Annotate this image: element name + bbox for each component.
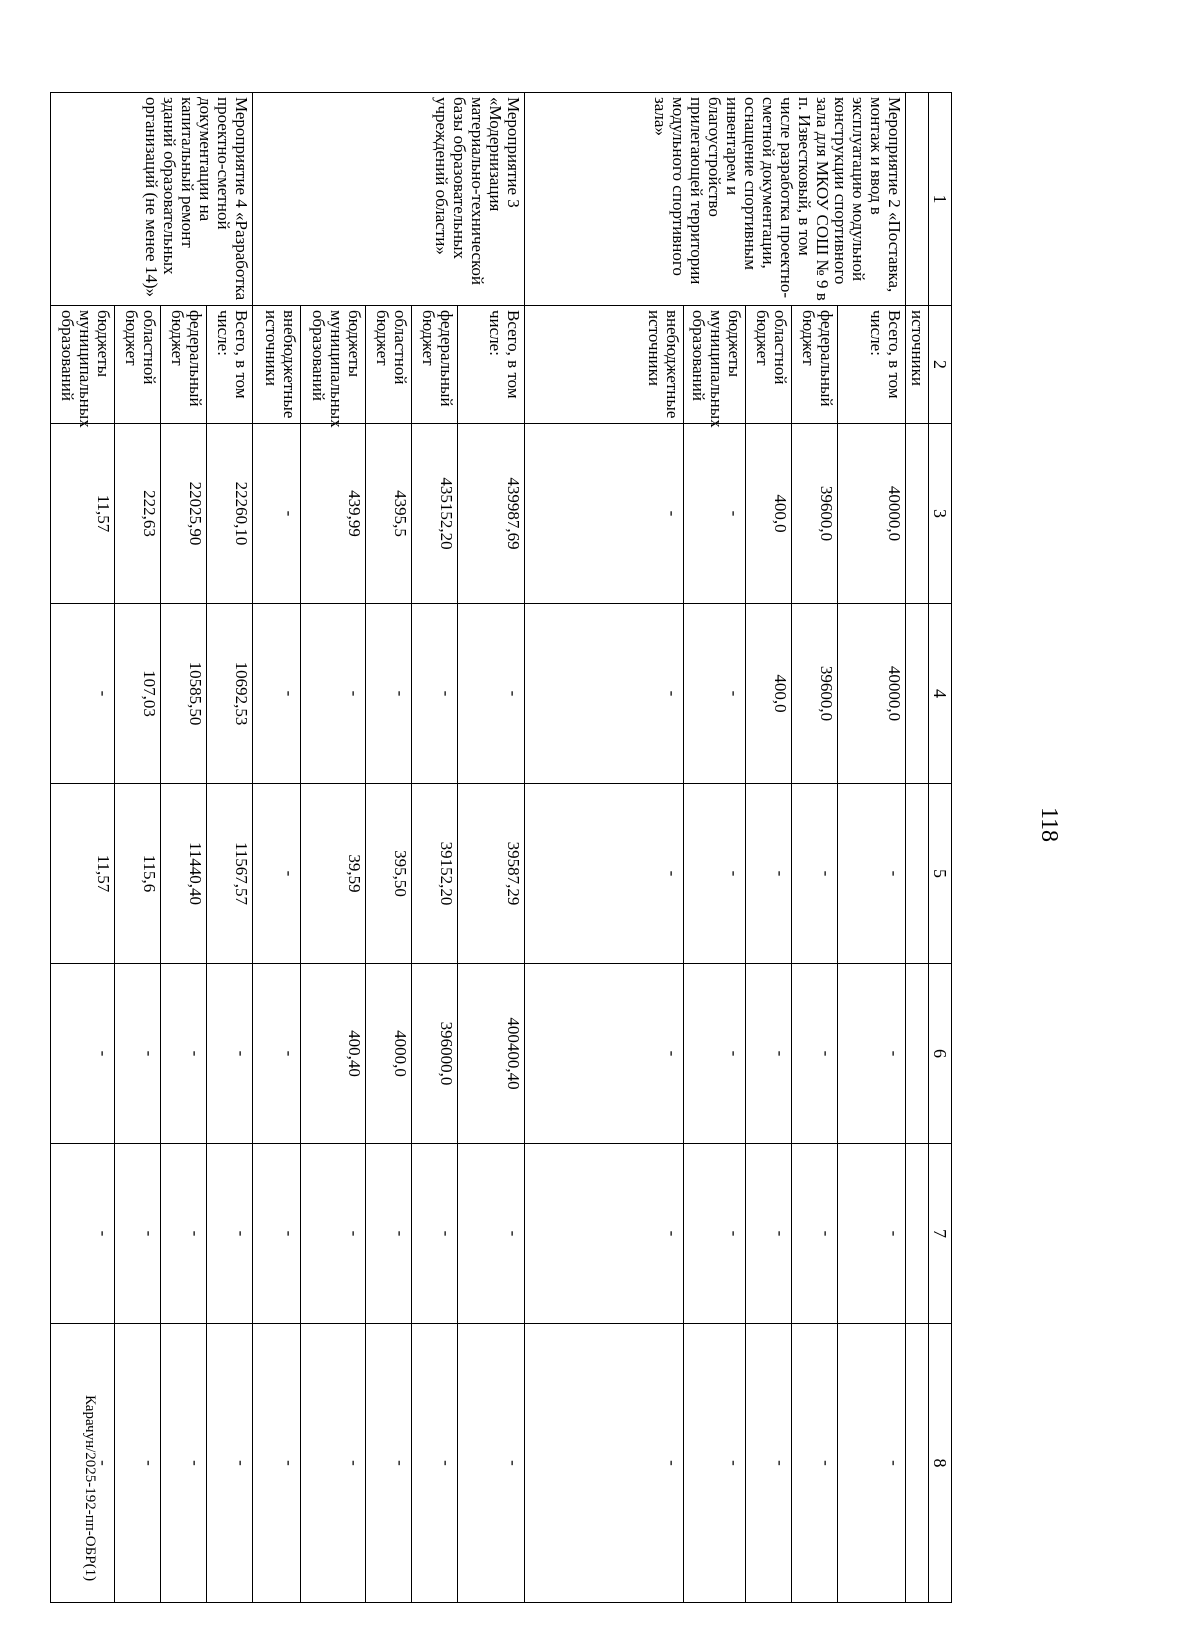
continuation-row: [906, 93, 929, 1603]
table-row: [51, 93, 115, 1603]
amount-cell: -: [746, 784, 792, 964]
column-header-3: 3: [929, 424, 952, 604]
amount-cell: -: [684, 784, 746, 964]
amount-cell: 400,0: [746, 424, 792, 604]
amount-cell: -: [51, 964, 115, 1144]
table-row: [412, 93, 458, 1603]
funding-source: областной бюджет: [746, 306, 792, 424]
amount-cell: -: [746, 1324, 792, 1603]
amount-cell: -: [207, 1144, 253, 1324]
amount-cell: 4395,5: [366, 424, 412, 604]
amount-cell: -: [684, 1144, 746, 1324]
amount-cell: -: [115, 1144, 161, 1324]
amount-cell: 107,03: [115, 604, 161, 784]
amount-cell: -: [366, 1144, 412, 1324]
amount-cell: -: [412, 1324, 458, 1603]
table-row: [366, 93, 412, 1603]
amount-cell: -: [838, 784, 906, 964]
amount-cell: -: [458, 1144, 525, 1324]
column-header-2: 2: [929, 306, 952, 424]
amount-cell: -: [792, 1324, 838, 1603]
amount-cell: 11,57: [51, 424, 115, 604]
continuation-cell: [906, 964, 929, 1144]
amount-cell: -: [301, 604, 366, 784]
amount-cell: 396000,0: [412, 964, 458, 1144]
amount-cell: -: [207, 964, 253, 1144]
table-row: [115, 93, 161, 1603]
table-row: [458, 93, 525, 1603]
amount-cell: 439987,69: [458, 424, 525, 604]
amount-cell: -: [253, 604, 301, 784]
amount-cell: -: [412, 1144, 458, 1324]
amount-cell: -: [458, 604, 525, 784]
amount-cell: -: [525, 1324, 684, 1603]
amount-cell: 435152,20: [412, 424, 458, 604]
amount-cell: -: [253, 964, 301, 1144]
funding-source: Всего, в том числе:: [207, 306, 253, 424]
table-row: [838, 93, 906, 1603]
funding-source: федеральный бюджет: [792, 306, 838, 424]
measure-description: Мероприятие 3 «Модернизация материально-технической базы образовательных учреждений области»: [253, 93, 525, 306]
amount-cell: -: [838, 1144, 906, 1324]
page-number: 118: [1036, 806, 1062, 843]
amount-cell: 11567,57: [207, 784, 253, 964]
table-row: [301, 93, 366, 1603]
amount-cell: -: [51, 604, 115, 784]
funding-source: бюджеты муниципальных образований: [301, 306, 366, 424]
column-header-5: 5: [929, 784, 952, 964]
amount-cell: 439,99: [301, 424, 366, 604]
table-row: [207, 93, 253, 1603]
funding-source: федеральный бюджет: [412, 306, 458, 424]
amount-cell: -: [366, 1324, 412, 1603]
amount-cell: 400,0: [746, 604, 792, 784]
amount-cell: -: [412, 604, 458, 784]
amount-cell: 10692,53: [207, 604, 253, 784]
funding-source: Всего, в том числе:: [458, 306, 525, 424]
amount-cell: 400,40: [301, 964, 366, 1144]
amount-cell: -: [253, 784, 301, 964]
amount-cell: 39,59: [301, 784, 366, 964]
header-row: [929, 93, 952, 1603]
continuation-cell: [906, 784, 929, 964]
amount-cell: 22025,90: [161, 424, 207, 604]
continuation-cell: источники: [906, 306, 929, 424]
amount-cell: -: [458, 1324, 525, 1603]
amount-cell: -: [253, 1324, 301, 1603]
funding-source: Всего, в том числе:: [838, 306, 906, 424]
funding-source: областной бюджет: [366, 306, 412, 424]
table-row: [792, 93, 838, 1603]
amount-cell: 39587,29: [458, 784, 525, 964]
amount-cell: -: [792, 1144, 838, 1324]
column-header-4: 4: [929, 604, 952, 784]
amount-cell: -: [684, 424, 746, 604]
table-row: [746, 93, 792, 1603]
table-row: [525, 93, 684, 1603]
amount-cell: 39600,0: [792, 424, 838, 604]
funding-source: федеральный бюджет: [161, 306, 207, 424]
amount-cell: 395,50: [366, 784, 412, 964]
amount-cell: -: [525, 604, 684, 784]
amount-cell: -: [301, 1144, 366, 1324]
amount-cell: -: [684, 964, 746, 1144]
amount-cell: 4000,0: [366, 964, 412, 1144]
amount-cell: 11440,40: [161, 784, 207, 964]
amount-cell: -: [792, 784, 838, 964]
amount-cell: -: [253, 1144, 301, 1324]
amount-cell: -: [366, 604, 412, 784]
continuation-cell: [906, 424, 929, 604]
amount-cell: 40000,0: [838, 604, 906, 784]
column-header-8: 8: [929, 1324, 952, 1603]
document-code: Карачун/2025-192-пп-ОБР(1): [82, 1395, 98, 1582]
amount-cell: 39152,20: [412, 784, 458, 964]
amount-cell: 115,6: [115, 784, 161, 964]
amount-cell: -: [161, 964, 207, 1144]
table-row: [161, 93, 207, 1603]
amount-cell: -: [161, 1144, 207, 1324]
amount-cell: 222,63: [115, 424, 161, 604]
amount-cell: -: [792, 964, 838, 1144]
funding-source: областной бюджет: [115, 306, 161, 424]
measure-description: Мероприятие 4 «Разработка проектно-сметной документации на капитальный ремонт зданий образовательных организаций (не менее 14)»: [51, 93, 253, 306]
amount-cell: -: [161, 1324, 207, 1603]
table-row: [253, 93, 301, 1603]
continuation-cell: [906, 1324, 929, 1603]
funding-source: бюджеты муниципальных образований: [684, 306, 746, 424]
amount-cell: -: [746, 1144, 792, 1324]
amount-cell: -: [838, 964, 906, 1144]
amount-cell: -: [684, 604, 746, 784]
amount-cell: -: [525, 784, 684, 964]
column-header-7: 7: [929, 1144, 952, 1324]
measure-description: Мероприятие 2 «Поставка, монтаж и ввод в эксплуатацию модульной конструкции спортивного зала для МКОУ СОШ № 9 в п. Известковый, в том числе разработка проектно-сметной документации, оснащение спортивным инвентарем и благоустройство прилегающей территории модульного спортивного зала»: [525, 93, 906, 306]
amount-cell: -: [746, 964, 792, 1144]
amount-cell: 11,57: [51, 784, 115, 964]
column-header-6: 6: [929, 964, 952, 1144]
amount-cell: -: [51, 1324, 115, 1603]
continuation-cell: [906, 604, 929, 784]
budget-table: [50, 92, 952, 1603]
amount-cell: -: [684, 1324, 746, 1603]
continuation-cell: [906, 93, 929, 306]
amount-cell: 39600,0: [792, 604, 838, 784]
amount-cell: -: [301, 1324, 366, 1603]
table-row: [684, 93, 746, 1603]
amount-cell: 22260,10: [207, 424, 253, 604]
amount-cell: -: [525, 1144, 684, 1324]
amount-cell: -: [115, 964, 161, 1144]
continuation-cell: [906, 1144, 929, 1324]
amount-cell: 40000,0: [838, 424, 906, 604]
funding-source: бюджеты муниципальных образований: [51, 306, 115, 424]
amount-cell: -: [838, 1324, 906, 1603]
amount-cell: -: [115, 1324, 161, 1603]
funding-source: внебюджетные источники: [525, 306, 684, 424]
amount-cell: -: [525, 964, 684, 1144]
amount-cell: -: [253, 424, 301, 604]
amount-cell: -: [525, 424, 684, 604]
amount-cell: 400400,40: [458, 964, 525, 1144]
funding-source: внебюджетные источники: [253, 306, 301, 424]
column-header-1: 1: [929, 93, 952, 306]
amount-cell: 10585,50: [161, 604, 207, 784]
amount-cell: -: [207, 1324, 253, 1603]
amount-cell: -: [51, 1144, 115, 1324]
